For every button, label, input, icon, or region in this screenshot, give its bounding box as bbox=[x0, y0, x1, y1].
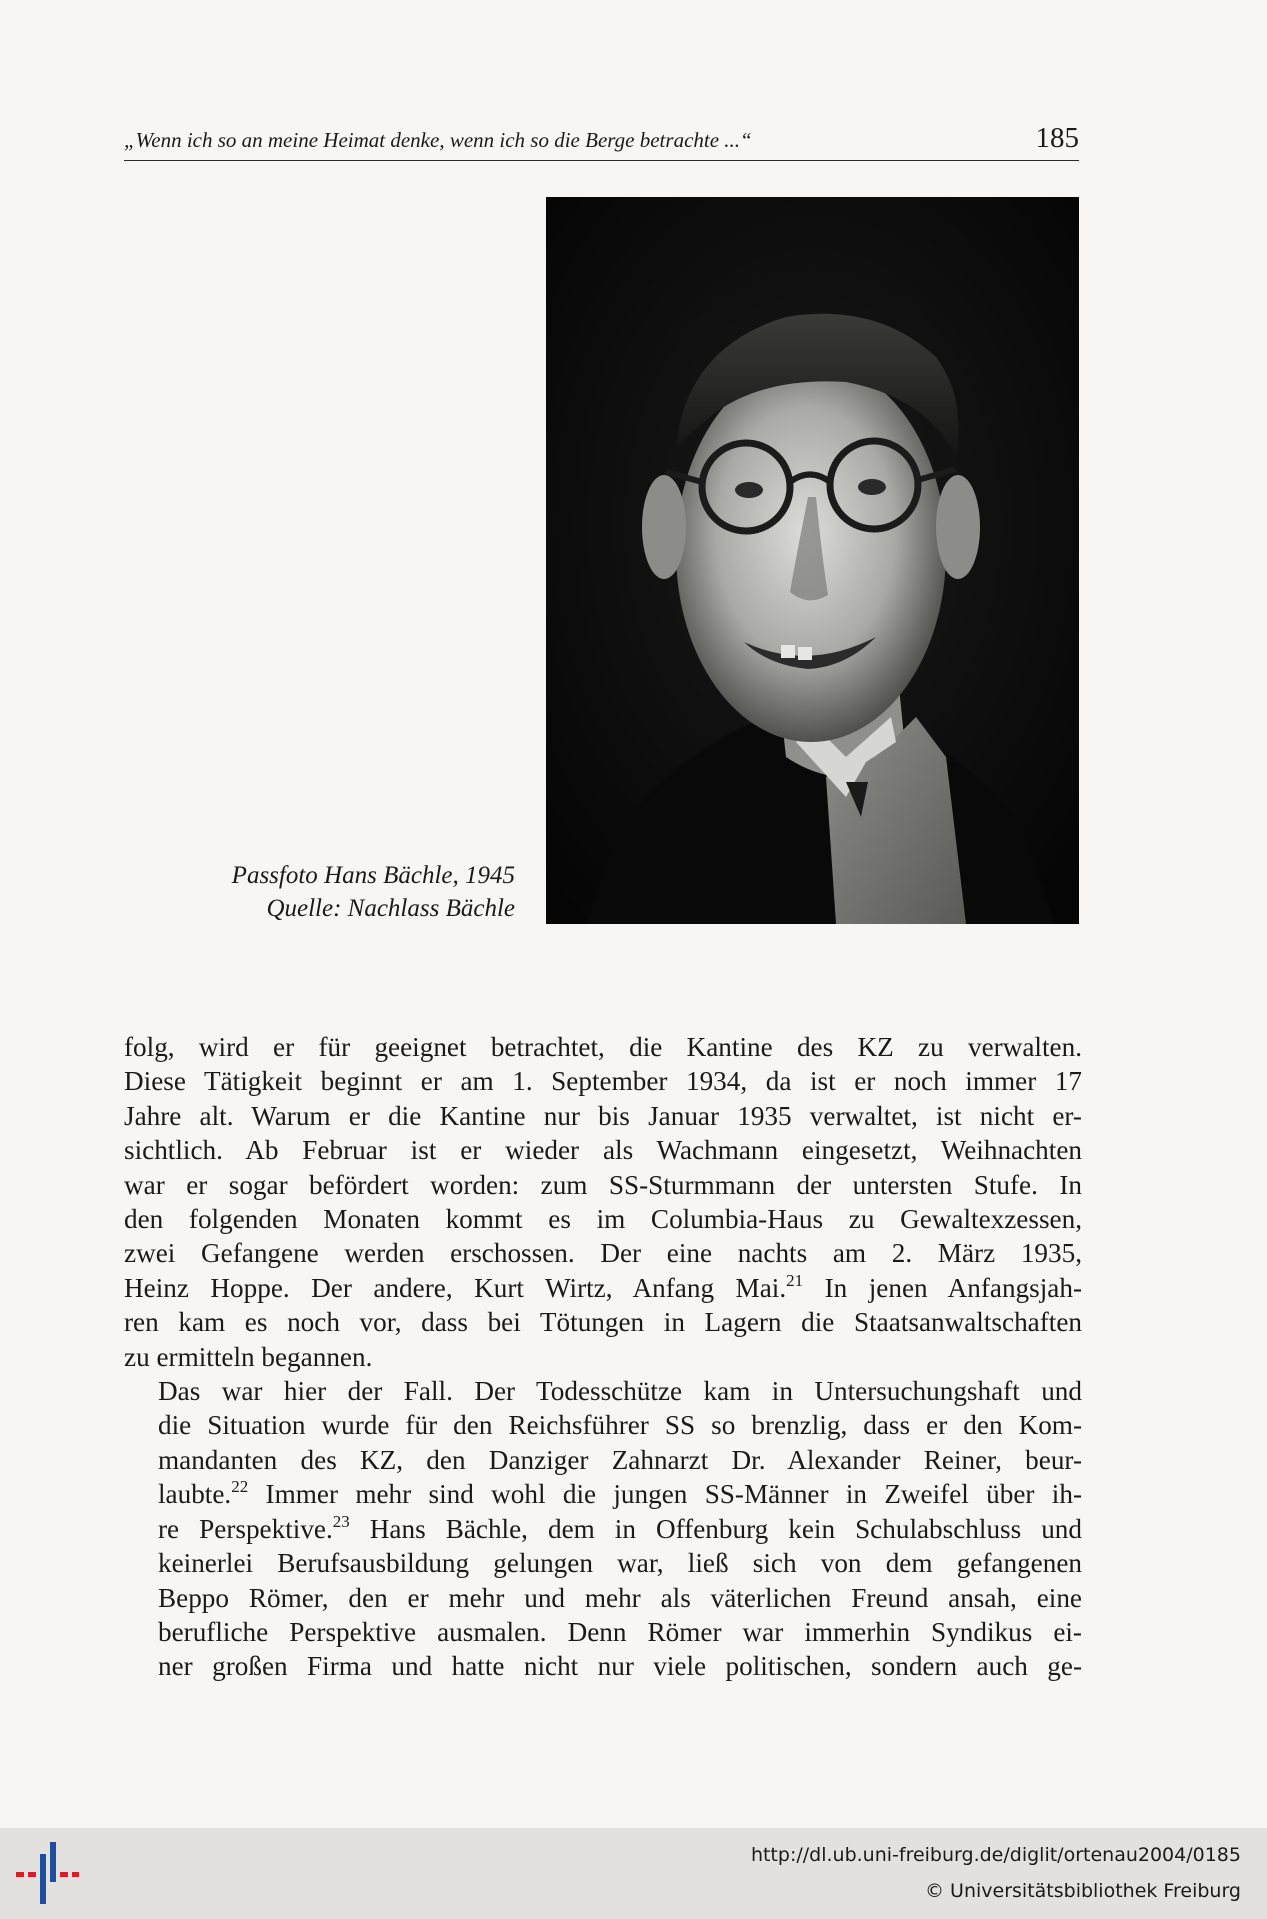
text-line: Diese Tätigkeit beginnt er am 1. September 1934, da ist er noch immer 17 bbox=[124, 1066, 1082, 1097]
text-fragment: re Perspektive. bbox=[158, 1513, 333, 1544]
text-line: keinerlei Berufsausbildung gelungen war, ließ sich von dem gefangenen bbox=[158, 1548, 1082, 1579]
copyright-notice: © Universitätsbibliothek Freiburg bbox=[925, 1880, 1241, 1902]
source-url-link[interactable]: http://dl.ub.uni-freiburg.de/diglit/ortenau2004/0185 bbox=[750, 1844, 1241, 1866]
text-line: Beppo Römer, den er mehr und mehr als väterlichen Freund ansah, eine bbox=[158, 1582, 1082, 1613]
text-line: mandanten des KZ, den Danziger Zahnarzt Dr. Alexander Reiner, beur- bbox=[158, 1444, 1082, 1475]
body-text bbox=[124, 1030, 1082, 1684]
text-line bbox=[124, 1271, 1082, 1305]
text-line: berufliche Perspektive ausmalen. Denn Römer war immerhin Syndikus ei- bbox=[158, 1616, 1082, 1647]
text-fragment: Heinz Hoppe. Der andere, Kurt Wirtz, Anfang Mai. bbox=[124, 1272, 787, 1303]
library-footer bbox=[0, 1828, 1267, 1919]
text-fragment: laubte. bbox=[158, 1479, 232, 1510]
university-library-logo-icon bbox=[14, 1842, 80, 1906]
paragraph-1 bbox=[124, 1030, 1082, 1374]
text-fragment: Hans Bächle, dem in Offenburg kein Schulabschluss und bbox=[349, 1513, 1082, 1544]
portrait-photo-image bbox=[546, 197, 1079, 924]
text-line: folg, wird er für geeignet betrachtet, die Kantine des KZ zu verwalten. bbox=[124, 1032, 1082, 1062]
text-line: ren kam es noch vor, dass bei Tötungen in Lagern die Staatsanwaltschaften bbox=[124, 1307, 1082, 1338]
paragraph-2 bbox=[124, 1374, 1082, 1684]
text-line: Jahre alt. Warum er die Kantine nur bis Januar 1935 verwaltet, ist nicht er- bbox=[124, 1100, 1082, 1131]
portrait-photo bbox=[546, 197, 1079, 924]
caption-title: Passfoto Hans Bächle, 1945 bbox=[231, 862, 515, 889]
footnote-ref-23: 23 bbox=[332, 1511, 350, 1531]
text-line: war er sogar befördert worden: zum SS-Sturmmann der untersten Stufe. In bbox=[124, 1169, 1082, 1200]
page-number: 185 bbox=[1035, 122, 1079, 154]
footnote-ref-21: 21 bbox=[786, 1270, 804, 1290]
text-line: zu ermitteln begannen. bbox=[124, 1341, 373, 1372]
text-line: zwei Gefangene werden erschossen. Der eine nachts am 2. März 1935, bbox=[124, 1238, 1082, 1269]
text-line: Das war hier der Fall. Der Todesschütze kam in Untersuchungshaft und bbox=[158, 1376, 1082, 1407]
text-line bbox=[124, 1512, 1082, 1546]
text-line: die Situation wurde für den Reichsführer SS so brenzlig, dass er den Kom- bbox=[158, 1410, 1082, 1441]
text-fragment: In jenen Anfangsjah- bbox=[803, 1272, 1082, 1303]
caption-source: Quelle: Nachlass Bächle bbox=[266, 895, 515, 922]
figure-caption bbox=[150, 859, 515, 925]
text-line bbox=[124, 1477, 1082, 1511]
text-line: sichtlich. Ab Februar ist er wieder als Wachmann eingesetzt, Weihnachten bbox=[124, 1135, 1082, 1166]
text-line: ner großen Firma und hatte nicht nur viele politischen, sondern auch ge- bbox=[158, 1651, 1082, 1682]
footnote-ref-22: 22 bbox=[231, 1477, 249, 1497]
text-fragment: Immer mehr sind wohl die jungen SS-Männer in Zweifel über ih- bbox=[248, 1479, 1082, 1510]
running-header bbox=[124, 124, 1079, 161]
text-line: den folgenden Monaten kommt es im Columbia-Haus zu Gewaltexzessen, bbox=[124, 1204, 1082, 1235]
running-title: „Wenn ich so an meine Heimat denke, wenn ich so die Berge betrachte ...“ bbox=[124, 128, 752, 152]
